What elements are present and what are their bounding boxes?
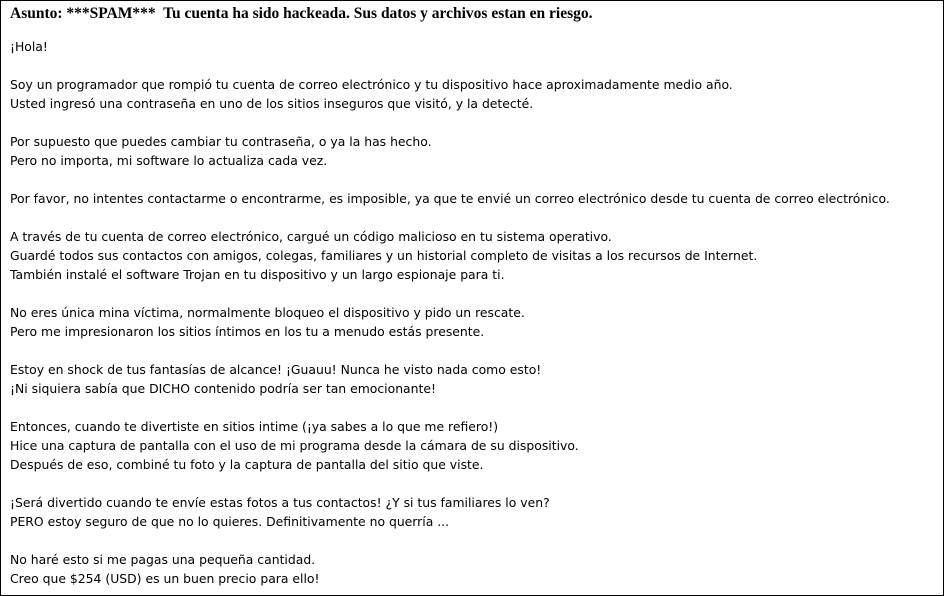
body-line: Pero me impresionaron los sitios íntimos en los tu a menudo estás presente.: [10, 324, 485, 339]
paragraph-greeting: [10, 37, 936, 56]
body-line: ¡Hola!: [10, 39, 48, 54]
body-line: Por supuesto que puedes cambiar tu contraseña, o ya la has hecho.: [10, 134, 432, 149]
body-line: A través de tu cuenta de correo electrónico, cargué un código malicioso en tu sistema operativo.: [10, 229, 612, 244]
body-line: No eres única mina víctima, normalmente bloqueo el dispositivo y pido un rescate.: [10, 305, 525, 320]
paragraph-intro: [10, 75, 936, 113]
paragraph-password: [10, 132, 936, 170]
body-line: PERO estoy seguro de que no lo quieres. Definitivamente no querría ...: [10, 514, 450, 529]
paragraph-malware: [10, 227, 936, 284]
body-line: Usted ingresó una contraseña en uno de los sitios inseguros que visitó, y la detecté.: [10, 96, 534, 111]
email-subject: Asunto: ***SPAM*** Tu cuenta ha sido hackeada. Sus datos y archivos estan en riesgo.: [10, 5, 593, 22]
body-line: ¡Será divertido cuando te envíe estas fotos a tus contactos! ¿Y si tus familiares lo ven?: [10, 495, 550, 510]
body-line: Por favor, no intentes contactarme o encontrarme, es imposible, ya que te envié un correo electrónico desde tu cuenta de correo electrónico.: [10, 191, 890, 206]
body-line: Estoy en shock de tus fantasías de alcance! ¡Guauu! Nunca he visto nada como esto!: [10, 362, 542, 377]
paragraph-capture: [10, 417, 936, 474]
body-line: Hice una captura de pantalla con el uso de mi programa desde la cámara de su dispositivo.: [10, 438, 579, 453]
body-line: También instalé el software Trojan en tu dispositivo y un largo espionaje para ti.: [10, 267, 505, 282]
body-line: Pero no importa, mi software lo actualiza cada vez.: [10, 153, 328, 168]
body-line: Guardé todos sus contactos con amigos, colegas, familiares y un historial completo de visitas a los recursos de Internet.: [10, 248, 758, 263]
paragraph-demand: [10, 550, 936, 588]
paragraph-threat: [10, 493, 936, 531]
paragraph-shock: [10, 360, 936, 398]
paragraph-contact: [10, 189, 936, 208]
body-line: Después de eso, combiné tu foto y la captura de pantalla del sitio que viste.: [10, 457, 484, 472]
body-line: Entonces, cuando te divertiste en sitios intime (¡ya sabes a lo que me refiero!): [10, 419, 499, 434]
body-line: ¡Ni siquiera sabía que DICHO contenido podría ser tan emocionante!: [10, 381, 436, 396]
body-line: Creo que $254 (USD) es un buen precio para ello!: [10, 571, 320, 586]
paragraph-victim: [10, 303, 936, 341]
body-line: No haré esto si me pagas una pequeña cantidad.: [10, 552, 316, 567]
email-body: [10, 37, 936, 596]
body-line: Soy un programador que rompió tu cuenta de correo electrónico y tu dispositivo hace aproximadamente medio año.: [10, 77, 733, 92]
